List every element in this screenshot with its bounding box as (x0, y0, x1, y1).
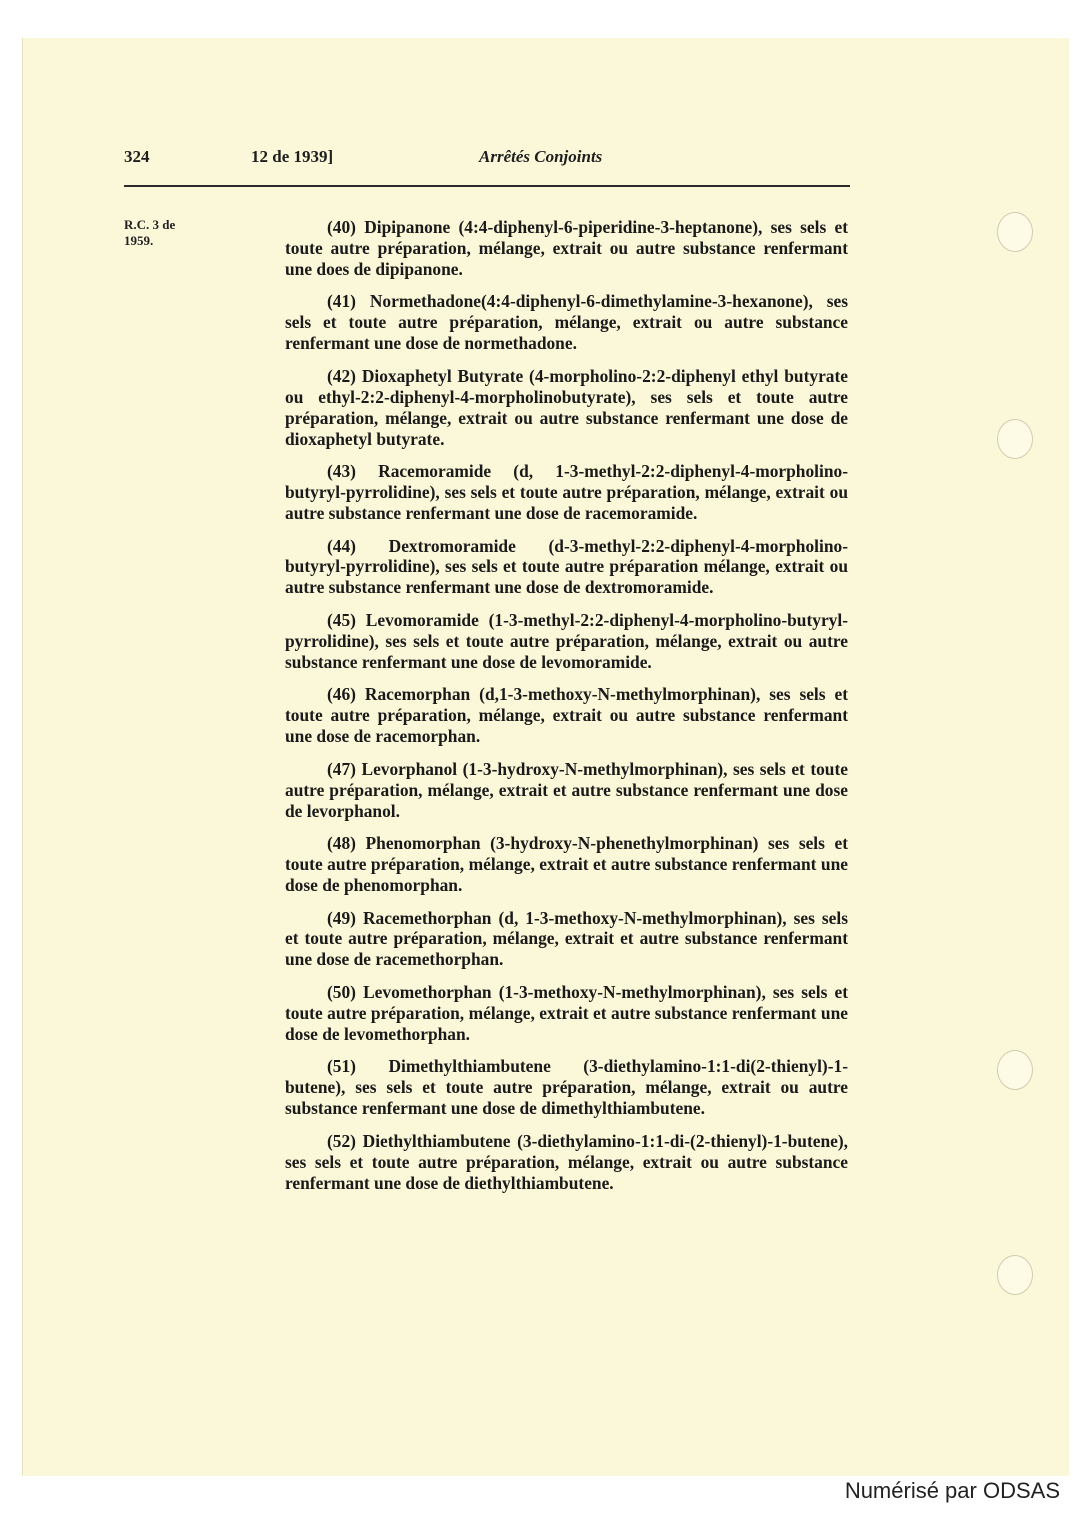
running-header (124, 147, 848, 173)
binder-hole (997, 212, 1033, 252)
binder-hole (997, 419, 1033, 459)
paragraph-46: (46) Racemorphan (d,1-3-methoxy-N-methylmorphinan), ses sels et toute autre préparation, mélange, extrait ou autre substance renfermant une dose de racemorphan. (285, 684, 848, 747)
margin-note-line: 1959. (124, 233, 154, 248)
paragraph-48: (48) Phenomorphan (3-hydroxy-N-phenethylmorphinan) ses sels et toute autre préparation, mélange, extrait et autre substance renfermant une dose de phenomorphan. (285, 833, 848, 895)
paragraph-42: (42) Dioxaphetyl Butyrate (4-morpholino-2:2-diphenyl ethyl butyrate ou ethyl-2:2-diphenyl-4-morpholinobutyrate), ses sels et toute autre préparation, mélange, extrait ou autre substance renfermant une dose de dioxaphetyl butyrate. (285, 365, 848, 449)
digitization-credit: Numérisé par ODSAS (844, 1478, 1060, 1503)
body-text (285, 217, 848, 1205)
page-title: Arrêtés Conjoints (479, 147, 603, 166)
paragraph-47: (47) Levorphanol (1-3-hydroxy-N-methylmorphinan), ses sels et toute autre préparation, mélange, extrait et autre substance renfermant une dose de levorphanol. (285, 758, 848, 821)
header-rule (124, 185, 850, 187)
paragraph-41: (41) Normethadone(4:4-diphenyl-6-dimethylamine-3-hexanone), ses sels et toute autre préparation, mélange, extrait ou autre substance renfermant une dose de normethadone. (285, 291, 848, 354)
paragraph-44: (44) Dextromoramide (d-3-methyl-2:2-diphenyl-4-morpholino-butyryl-pyrrolidine), ses sels et toute autre préparation mélange, extrait ou autre substance renfermant une dose de dextromoramide. (285, 535, 848, 598)
paragraph-40: (40) Dipipanone (4:4-diphenyl-6-piperidine-3-heptanone), ses sels et toute autre préparation, mélange, extrait ou autre substance renfermant une does de dipipanone. (285, 217, 848, 279)
binder-hole (997, 1050, 1033, 1090)
paragraph-51: (51) Dimethylthiambutene (3-diethylamino-1:1-di(2-thienyl)-1-butene), ses sels et toute autre préparation, mélange, extrait ou autre substance renfermant une dose de dimethylthiambutene. (285, 1056, 848, 1119)
paragraph-43: (43) Racemoramide (d, 1-3-methyl-2:2-diphenyl-4-morpholino-butyryl-pyrrolidine), ses sels et toute autre préparation, mélange, extrait ou autre substance renfermant une dose de racemoramide. (285, 461, 848, 523)
margin-note (124, 217, 214, 249)
page-number: 324 (124, 147, 150, 166)
year-reference: 12 de 1939] (251, 147, 334, 166)
paragraph-49: (49) Racemethorphan (d, 1-3-methoxy-N-methylmorphinan), ses sels et toute autre préparation, mélange, extrait et autre substance renfermant une dose de racemethorphan. (285, 907, 848, 970)
binder-hole (997, 1255, 1033, 1295)
margin-note-line: R.C. 3 de (124, 217, 176, 232)
paragraph-50: (50) Levomethorphan (1-3-methoxy-N-methylmorphinan), ses sels et toute autre préparation, mélange, extrait et autre substance renfermant une dose de levomethorphan. (285, 981, 848, 1044)
paragraph-52: (52) Diethylthiambutene (3-diethylamino-1:1-di-(2-thienyl)-1-butene), ses sels et toute autre préparation, mélange, extrait ou autre substance renfermant une dose de diethylthiambutene. (285, 1130, 848, 1193)
paragraph-45: (45) Levomoramide (1-3-methyl-2:2-diphenyl-4-morpholino-butyryl-pyrrolidine), ses sels et toute autre préparation, mélange, extrait ou autre substance renfermant une dose de levomoramide. (285, 609, 848, 672)
